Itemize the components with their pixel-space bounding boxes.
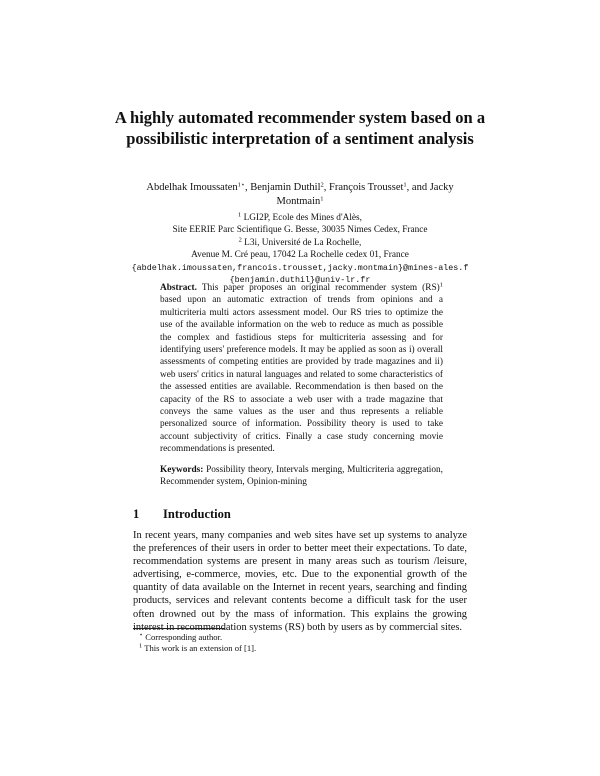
author-affil-mark: 1: [320, 195, 324, 203]
author-affil-mark: 1: [403, 181, 407, 189]
author-line-2: [110, 195, 490, 209]
author-affil-mark: 1⋆: [237, 181, 245, 189]
affiliation-line: [100, 237, 500, 249]
footnote-mark: 1: [139, 642, 143, 650]
keywords-label: Keywords:: [160, 465, 204, 475]
affiliations: [100, 212, 500, 286]
author-text: , Benjamin Duthil: [244, 182, 321, 193]
footnote-text: Corresponding author.: [145, 632, 223, 642]
footnote-mark: 1: [439, 281, 443, 289]
author-affil-mark: 2: [320, 181, 324, 189]
author-line-1: [110, 181, 490, 195]
affiliation-mark: 1: [238, 211, 242, 219]
affiliation-text: LGI2P, Ecole des Mines d'Alès,: [243, 213, 362, 223]
author-list: [110, 181, 490, 209]
abstract-text: based upon an automatic extraction of trends from opinions and a multicriteria multi actors assessment model. Our RS tries to optimize the use of the available information on the web to reduce as much as possible the complex and fastidious steps for multicriteria assessing and for identifying users' preference models. It may be applied as soon as i) overall assessments of competing entities are provided by trade magazines and ii) web users' critics in natural languages and related to some characteristics of the assessed entities are available. Recommendation is then based on the capacity of the RS to associate a web user with a trade magazine that conveys the same values as the user and thus represents a reliable personalized source of information. Possibility theory is used to take account subjectivity of critics. Finally a case study concerning movie recommendations is presented.: [160, 295, 443, 455]
footnote-mark: ⋆: [139, 631, 144, 639]
footnote-rule: [133, 628, 225, 629]
email-addresses: {abdelhak.imoussaten,francois.trousset,jacky.montmain}@mines-ales.f: [131, 262, 469, 273]
intro-paragraph: In recent years, many companies and web sites have set up systems to analyze the preferences of their users in order to better meet their expectations. To date, recommendation systems are present in many areas such as tourism /leisure, advertising, e-commerce, movies, etc. Due to the exponential growth of the quantity of data available on the Internet in recent years, searching and finding products, services and relevant contents become a difficult task for the user often drowned out by the mass of information. This explains the growing interest in recommendation systems (RS) both by users as by commercial sites.: [133, 530, 467, 633]
footnotes: [133, 632, 467, 655]
footnote: [133, 643, 467, 654]
paper-title: A highly automated recommender system based on a possibilistic interpretation of a sentiment analysis: [114, 108, 486, 148]
author-text: Abdelhak Imoussaten: [146, 182, 238, 193]
keywords-text: Possibility theory, Intervals merging, Multicriteria aggregation, Recommender system, Opinion-mining: [160, 465, 443, 488]
affiliation-mark: 2: [238, 236, 242, 244]
affiliation-text: L3i, Université de La Rochelle,: [244, 237, 362, 248]
keywords: [160, 464, 443, 489]
author-text: , François Trousset: [323, 182, 404, 193]
abstract-text: This paper proposes an original recommender system (RS): [201, 283, 440, 293]
section-number: 1: [133, 507, 140, 521]
footnote: [133, 632, 467, 643]
affiliation-line: [100, 212, 500, 224]
affiliation-line: Site EERIE Parc Scientifique G. Besse, 30035 Nimes Cedex, France: [172, 225, 428, 236]
footnote-text: This work is an extension of [1].: [144, 643, 257, 654]
abstract: [160, 282, 443, 456]
section-heading: [133, 507, 231, 522]
author-text: Montmain: [276, 196, 321, 207]
author-text: , and Jacky: [406, 182, 454, 193]
affiliation-line: Avenue M. Cré peau, 17042 La Rochelle cedex 01, France: [191, 250, 409, 261]
email-addresses: {benjamin.duthil}@univ-lr.fr: [229, 275, 371, 286]
section-title: Introduction: [163, 507, 231, 521]
abstract-label: Abstract.: [160, 283, 197, 293]
